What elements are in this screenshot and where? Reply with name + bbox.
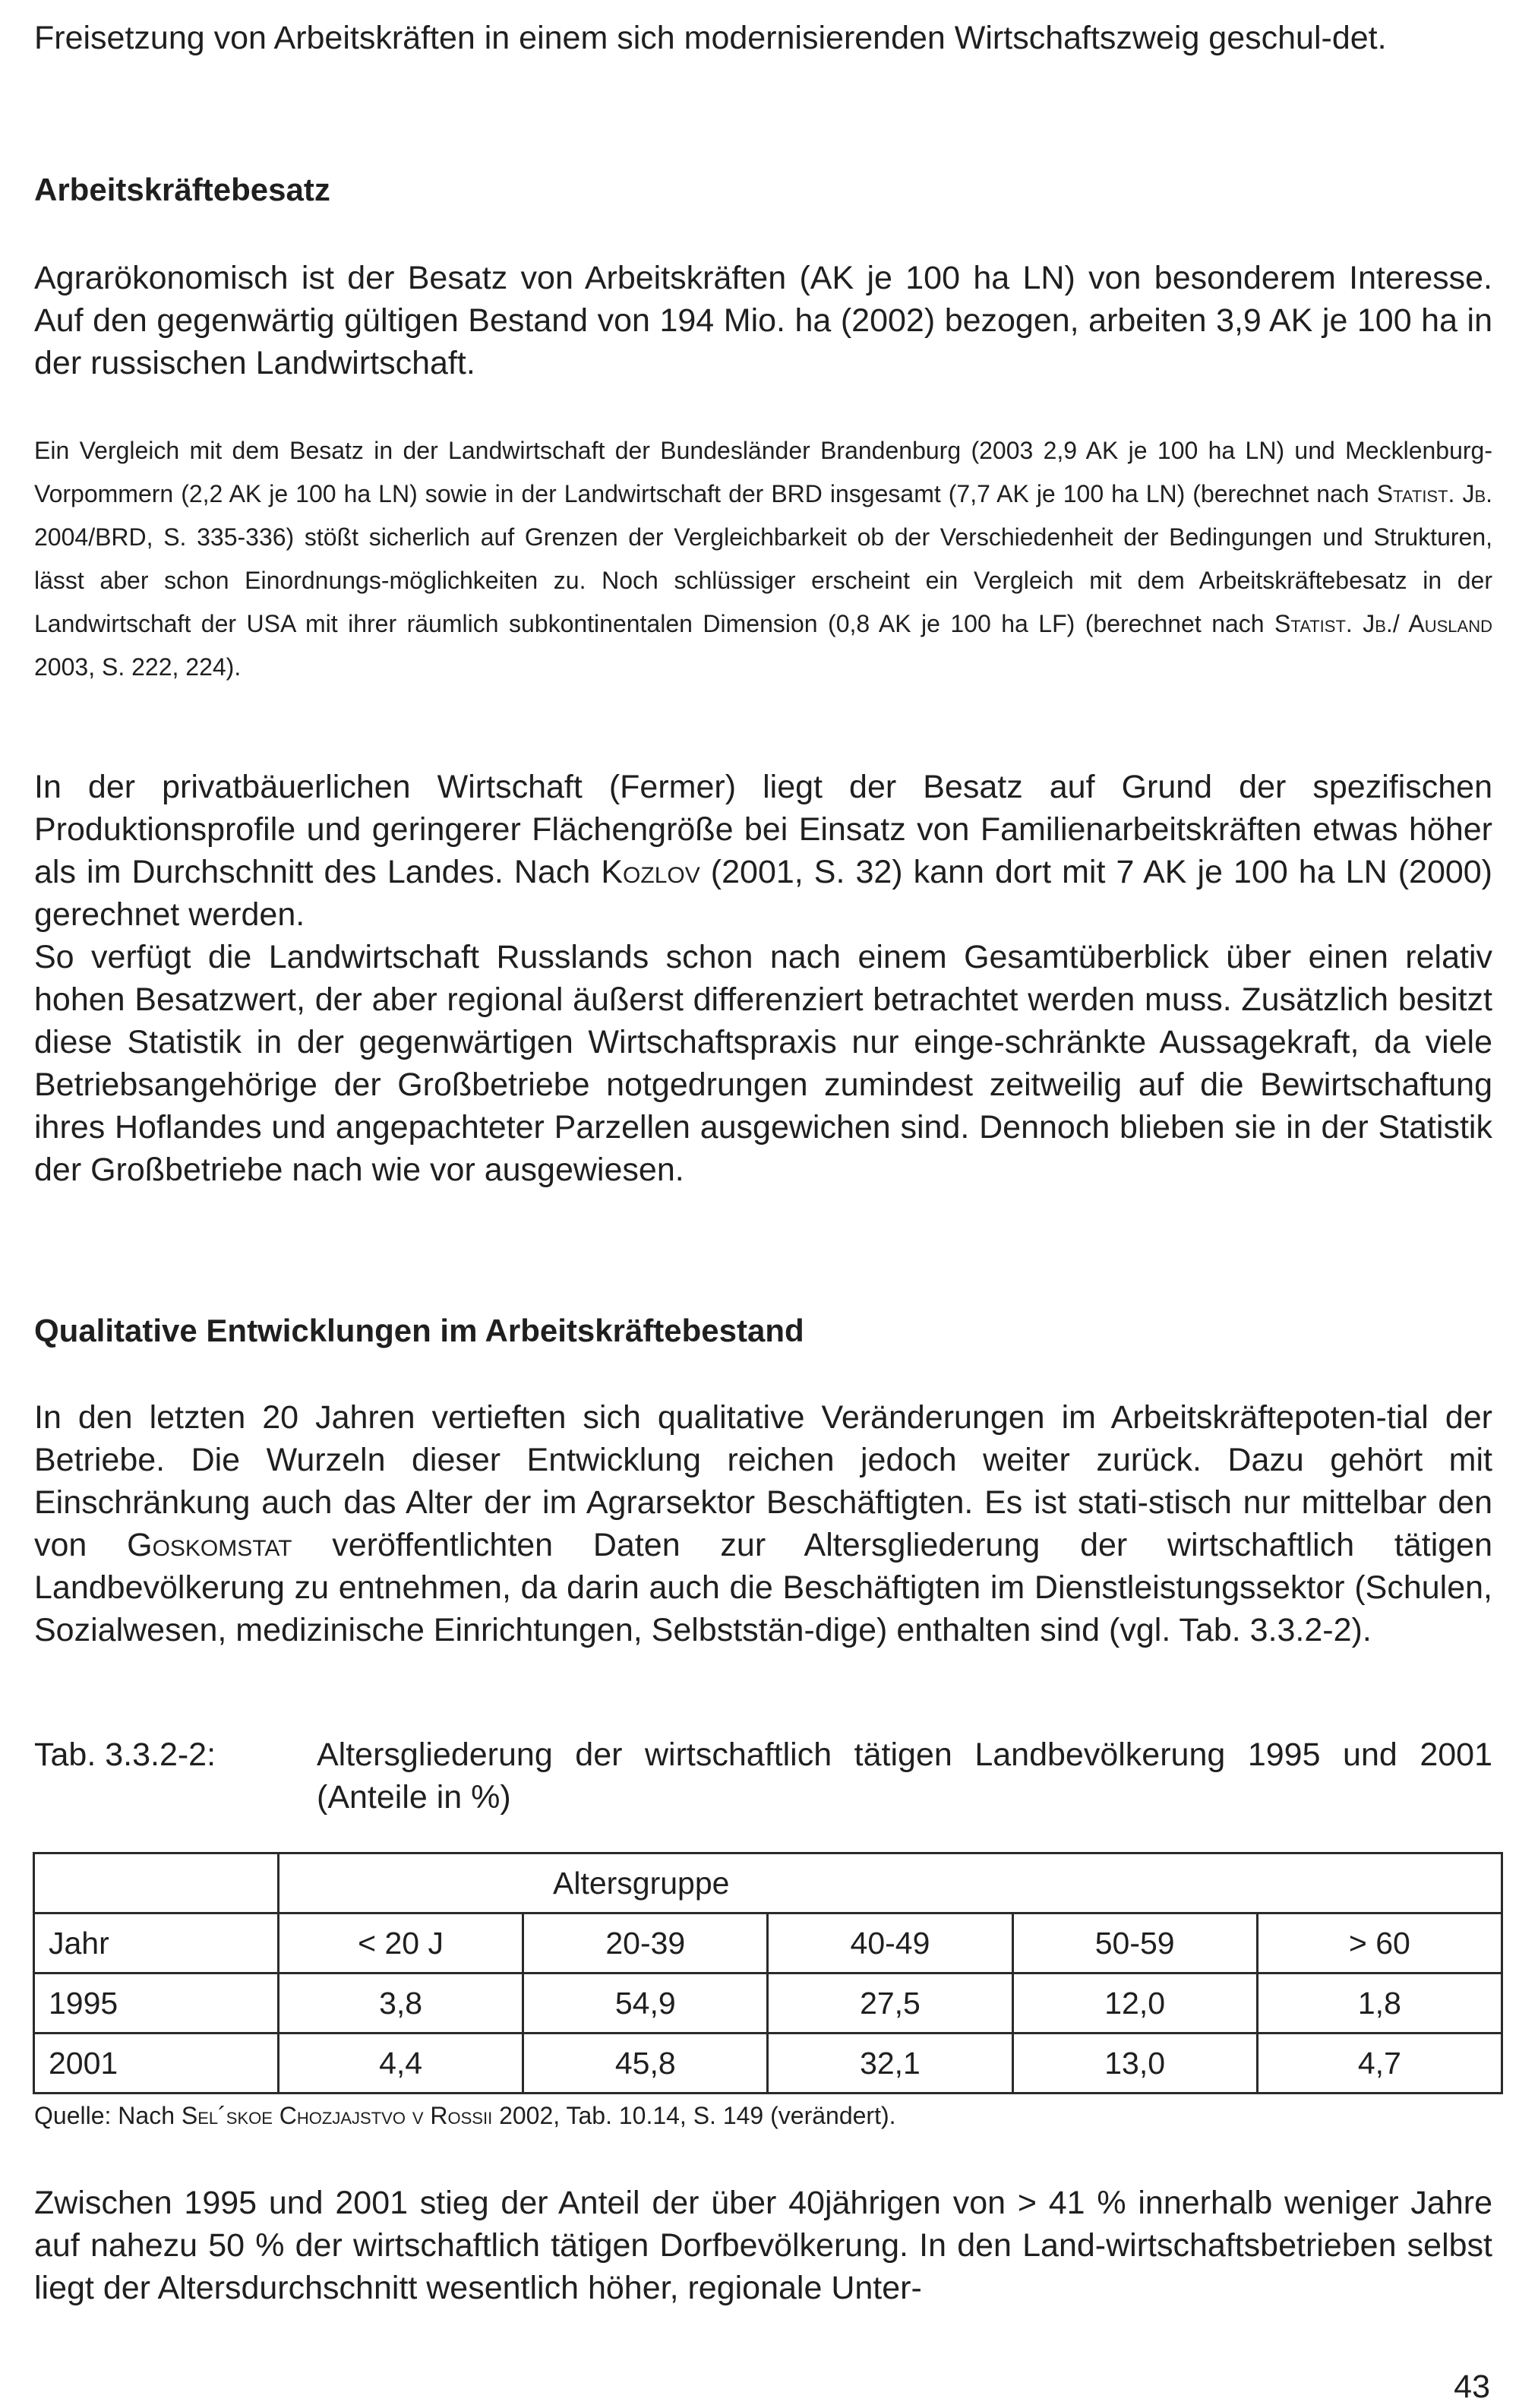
table-row [34,1973,1502,2034]
table-header-cell: > 60 [1257,1913,1502,1973]
table-title: Altersgliederung der wirtschaftlich tätigen Landbevölkerung 1995 und 2001 (Anteile in %) [317,1736,1492,1815]
paragraph-altersanteil: Zwischen 1995 und 2001 stieg der Anteil der über 40jährigen von > 41 % innerhalb weniger Jahre auf nahezu 50 % der wirtschaftlich tätigen Dorfbevölkerung. In den Land-wirtschaftsbetrieben selbst liegt der Altersdurchschnitt wesentlich höher, regionale Unter- [34,2185,1492,2306]
table-cell: 1,8 [1257,1973,1502,2034]
paragraph-fermer: In der privatbäuerlichen Wirtschaft (Fermer) liegt der Besatz auf Grund der spezifischen Produktionsprofile und geringerer Flächengröße bei Einsatz von Familienarbeitskräften etwas höher als im Durchschnitt des Landes. Nach Kozlov (2001, S. 32) kann dort mit 7 AK je 100 ha LN (2000) gerechnet werden. [34,769,1493,933]
table-cell: 4,4 [279,2034,523,2094]
table-cell: 13,0 [1012,2034,1257,2094]
org-goskomstat: Goskomstat [127,1527,292,1563]
table-empty-cell [34,1853,279,1913]
paragraph-qualitative-veraenderungen: In den letzten 20 Jahren vertieften sich qualitative Veränderungen im Arbeitskräftepoten-tial der Betriebe. Die Wurzeln dieser Entwicklung reichen jedoch weiter zurück. Dazu gehört mit Einschränkung auch das Alter der im Agrarsektor Beschäftigten. Es ist stati-stisch nur mittelbar den von Goskomstat veröffentlichten Daten zur Altersgliederung der wirtschaftlich tätigen Landbevölkerung zu entnehmen, da darin auch die Beschäftigten im Dienstleistungssektor (Schulen, Sozialwesen, medizinische Einrichtungen, Selbststän-dige) enthalten sind (vgl. Tab. 3.3.2-2). [34,1399,1493,1648]
table-cell: 32,1 [768,2034,1012,2094]
citation-kozlov: Kozlov [601,854,700,890]
table-header-row [34,1913,1502,1973]
table-cell: 27,5 [768,1973,1012,2034]
citation-statist-jb-ausland: Statist. Jb./ Ausland [1274,610,1492,637]
table-cell: 54,9 [523,1973,768,2034]
section-heading-qualitative-entwicklungen: Qualitative Entwicklungen im Arbeitskräftebestand [34,1313,804,1348]
table-cell: 3,8 [279,1973,523,2034]
table-cell: 4,7 [1257,2034,1502,2094]
table-cell-year: 1995 [34,1973,279,2034]
paragraph-besatzwert: So verfügt die Landwirtschaft Russlands schon nach einem Gesamtüberblick über einen relativ hohen Besatzwert, der aber regional äußerst differenziert betrachtet werden muss. Zusätzlich besitzt diese Statistik in der gegenwärtigen Wirtschaftspraxis nur einge-schränkte Aussagekraft, da viele Betriebsangehörige der Großbetriebe notgedrungen zumindest zeitweilig auf die Bewirtschaftung ihres Hoflandes und angepachteter Parzellen ausgewichen sind. Dennoch blieben sie in der Statistik der Großbetriebe nach wie vor ausgewiesen. [34,939,1492,1188]
intro-paragraph: Freisetzung von Arbeitskräften in einem sich modernisierenden Wirtschaftszweig geschul-det. [34,20,1387,56]
citation-statist-jb: Statist. Jb. [1376,480,1493,507]
paragraph-besatz-intro: Agrarökonomisch ist der Besatz von Arbeitskräften (AK je 100 ha LN) von besonderem Interesse. Auf den gegenwärtig gültigen Bestand von 194 Mio. ha (2002) bezogen, arbeiten 3,9 AK je 100 ha in der russischen Landwirtschaft. [34,260,1492,381]
citation-selskoe-chozjajstvo: Sel´skoe Chozjajstvo v Rossii [181,2102,493,2129]
table-cell-year: 2001 [34,2034,279,2094]
table-cell: 45,8 [523,2034,768,2094]
table-header-cell: < 20 J [279,1913,523,1973]
table-group-header: Altersgruppe [279,1853,1502,1913]
note-paragraph-vergleich: Ein Vergleich mit dem Besatz in der Landwirtschaft der Bundesländer Brandenburg (2003 2,9 AK je 100 ha LN) und Mecklenburg-Vorpommern (2,2 AK je 100 ha LN) sowie in der Landwirtschaft der BRD insgesamt (7,7 AK je 100 ha LN) (berechnet nach Statist. Jb. 2004/BRD, S. 335-336) stößt sicherlich auf Grenzen der Vergleichbarkeit ob der Verschiedenheit der Bedingungen und Strukturen, lässt aber schon Einordnungs-möglichkeiten zu. Noch schlüssiger erscheint ein Vergleich mit dem Arbeitskräftebesatz in der Landwirtschaft der USA mit ihrer räumlich subkontinentalen Dimension (0,8 AK je 100 ha LF) (berechnet nach Statist. Jb./ Ausland 2003, S. 222, 224). [34,437,1493,681]
page-number: 43 [1454,2368,1490,2405]
table-row [34,2034,1502,2094]
section-heading-arbeitskraeftebesatz: Arbeitskräftebesatz [34,172,330,207]
table-header-cell: 40-49 [768,1913,1012,1973]
table-header-cell: 20-39 [523,1913,768,1973]
table-header-cell: 50-59 [1012,1913,1257,1973]
table-group-header-row [34,1853,1502,1913]
table-cell: 12,0 [1012,1973,1257,2034]
table-header-cell: Jahr [34,1913,279,1973]
table-source-note: Quelle: Nach Sel´skoe Chozjajstvo v Rossii 2002, Tab. 10.14, S. 149 (verändert). [34,2102,896,2129]
table-label: Tab. 3.3.2-2: [34,1736,216,1773]
age-structure-table [33,1852,1503,2094]
